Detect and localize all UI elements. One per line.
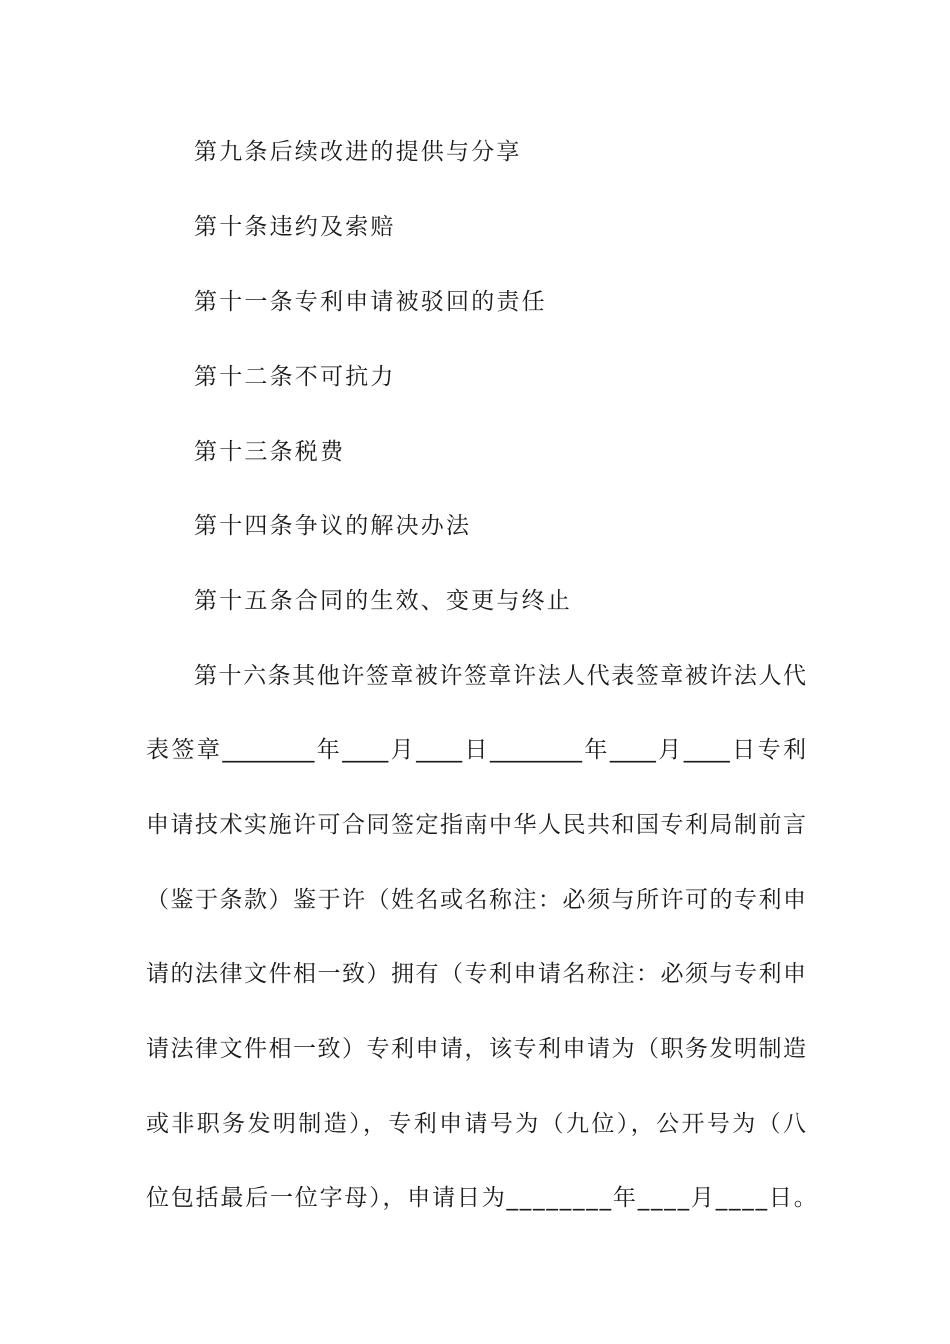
article-11-heading: 第十一条专利申请被驳回的责任 [194,289,547,315]
body-text-line: 请法律文件相一致）专利申请，该专利申请为（职务发明制造 [146,1036,806,1062]
article-12-heading: 第十二条不可抗力 [194,364,396,390]
article-9-heading: 第九条后续改进的提供与分享 [194,139,522,165]
body-text-line: 请的法律文件相一致）拥有（专利申请名称注：必须与专利申 [146,961,806,987]
body-text-line: 第十六条其他许签章被许签章许法人代表签章被许法人代 [194,663,806,689]
body-text-line: 申请技术实施许可合同签定指南中华人民共和国专利局制前言 [146,812,806,838]
body-text-line: 表签章________年____月____日________年____月____日专利 [146,737,806,763]
body-text-line: （鉴于条款）鉴于许（姓名或名称注：必须与所许可的专利申 [146,887,806,913]
article-10-heading: 第十条违约及索赔 [194,214,396,240]
article-13-heading: 第十三条税费 [194,439,346,465]
body-text-line: 位包括最后一位字母），申请日为________年____月____日。 [146,1185,819,1211]
article-15-heading: 第十五条合同的生效、变更与终止 [194,588,572,614]
body-text-line: 或非职务发明制造），专利申请号为（九位），公开号为（八 [146,1111,806,1137]
article-14-heading: 第十四条争议的解决办法 [194,513,472,539]
